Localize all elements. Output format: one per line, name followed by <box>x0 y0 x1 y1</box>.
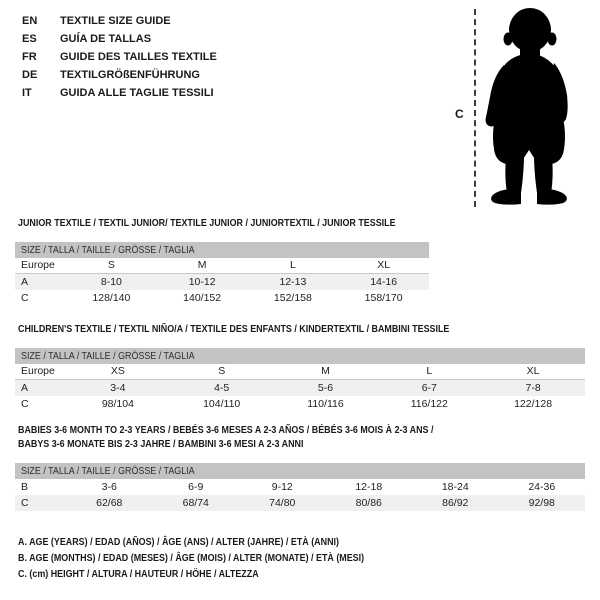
table-title <box>18 423 585 451</box>
row-label-cell: Europe <box>21 259 55 271</box>
table-row <box>15 258 429 274</box>
language-code: IT <box>22 87 32 99</box>
size-header-bar <box>15 463 585 479</box>
table-title-line: CHILDREN'S TEXTILE / TEXTIL NIÑO/A / TEXTILE DES ENFANTS / KINDERTEXTIL / BAMBINI TESSILE <box>18 323 450 335</box>
value-cell: L <box>426 365 433 377</box>
toddler-silhouette-icon <box>480 7 578 207</box>
value-cell: M <box>321 365 330 377</box>
value-cell: 98/104 <box>101 398 134 410</box>
language-row-it <box>22 84 217 102</box>
value-cell: 9-12 <box>271 481 293 493</box>
value-cell: 86/92 <box>442 497 469 509</box>
language-title: GUÍA DE TALLAS <box>60 33 152 45</box>
value-cell: XL <box>377 259 391 271</box>
table-row <box>15 274 429 290</box>
value-cell: 7-8 <box>525 382 541 394</box>
row-label-cell: Europe <box>21 365 55 377</box>
table-row <box>15 364 585 380</box>
table-title <box>18 322 585 336</box>
table-row <box>15 479 585 495</box>
value-cell: 128/140 <box>92 292 131 304</box>
row-label-cell: B <box>21 481 29 493</box>
value-cell: L <box>289 259 296 271</box>
language-list <box>22 12 217 102</box>
value-cell: 104/110 <box>203 398 241 410</box>
table-row <box>15 380 585 396</box>
value-cell: 3-6 <box>101 481 117 493</box>
value-cell: XS <box>110 365 125 377</box>
value-cell: 3-4 <box>110 382 126 394</box>
value-cell: 14-16 <box>370 276 398 288</box>
language-title: GUIDE DES TAILLES TEXTILE <box>60 51 217 63</box>
table-title-line: JUNIOR TEXTILE / TEXTIL JUNIOR/ TEXTILE JUNIOR / JUNIORTEXTIL / JUNIOR TESSILE <box>18 217 396 229</box>
measurement-legend <box>18 534 425 582</box>
value-cell: S <box>218 365 226 377</box>
table-row <box>15 495 585 511</box>
language-code: ES <box>22 33 37 45</box>
value-cell: 18-24 <box>441 481 469 493</box>
legend-line-a: A. AGE (YEARS) / EDAD (AÑOS) / ÂGE (ANS) / ALTER (JAHRE) / ETÀ (ANNI) <box>18 536 339 548</box>
size-header-bar <box>15 242 429 258</box>
babies-textile-table <box>15 423 585 511</box>
toddler-silhouette-shape <box>486 8 568 205</box>
value-cell: 12-18 <box>355 481 383 493</box>
language-title: TEXTILE SIZE GUIDE <box>60 15 171 27</box>
value-cell: 80/86 <box>355 497 382 509</box>
value-cell: 74/80 <box>269 497 296 509</box>
childrens-textile-table <box>15 322 585 412</box>
value-cell: M <box>197 259 207 271</box>
value-cell: 5-6 <box>317 382 334 394</box>
value-cell: 116/122 <box>410 398 448 410</box>
value-cell: 158/170 <box>364 292 403 304</box>
value-cell: 10-12 <box>188 276 216 288</box>
height-measure-label: C <box>455 107 464 121</box>
size-header-bar <box>15 348 585 364</box>
value-cell: 92/98 <box>528 497 555 509</box>
table-title <box>18 216 429 230</box>
value-cell: 24-36 <box>528 481 556 493</box>
value-cell: 12-13 <box>279 276 307 288</box>
value-cell: XL <box>526 365 540 377</box>
row-label-cell: A <box>21 382 29 394</box>
language-row-en <box>22 12 217 30</box>
value-cell: 8-10 <box>100 276 122 288</box>
table-title-line: BABYS 3-6 MONATE BIS 2-3 JAHRE / BAMBINI 3-6 MESI A 2-3 ANNI <box>18 438 304 450</box>
language-title: TEXTILGRÖßENFÜHRUNG <box>60 69 200 81</box>
table-row <box>15 396 585 412</box>
language-row-fr <box>22 48 217 66</box>
value-cell: 68/74 <box>182 497 209 509</box>
language-row-es <box>22 30 217 48</box>
value-cell: S <box>107 259 115 271</box>
size-header-label: SIZE / TALLA / TAILLE / GRÖSSE / TAGLIA <box>21 465 195 477</box>
value-cell: 62/68 <box>96 497 123 509</box>
row-label-cell: A <box>21 276 29 288</box>
legend-line-c: C. (cm) HEIGHT / ALTURA / HAUTEUR / HÖHE / ALTEZZA <box>18 568 259 580</box>
value-cell: 6-7 <box>421 382 437 394</box>
language-title: GUIDA ALLE TAGLIE TESSILI <box>60 87 214 99</box>
size-header-label: SIZE / TALLA / TAILLE / GRÖSSE / TAGLIA <box>21 244 195 256</box>
value-cell: 122/128 <box>514 398 553 410</box>
junior-textile-table <box>15 216 429 306</box>
size-header-label: SIZE / TALLA / TAILLE / GRÖSSE / TAGLIA <box>21 350 195 362</box>
legend-line-b: B. AGE (MONTHS) / EDAD (MESES) / ÂGE (MOIS) / ALTER (MONATE) / ETÀ (MESI) <box>18 552 365 564</box>
row-label-cell: C <box>21 497 29 509</box>
table-row <box>15 290 429 306</box>
value-cell: 140/152 <box>183 292 222 304</box>
table-title-line: BABIES 3-6 MONTH TO 2-3 YEARS / BEBÉS 3-6 MESES A 2-3 AÑOS / BÉBÉS 3-6 MOIS À 2-3 ANS / <box>18 424 434 436</box>
language-code: DE <box>22 69 38 81</box>
language-code: FR <box>22 51 37 63</box>
value-cell: 6-9 <box>188 481 204 493</box>
language-code: EN <box>22 15 38 27</box>
value-cell: 110/116 <box>307 398 344 410</box>
row-label-cell: C <box>21 398 29 410</box>
language-row-de <box>22 66 217 84</box>
value-cell: 152/158 <box>273 292 312 304</box>
value-cell: 4-5 <box>214 382 230 394</box>
height-measure-line <box>474 9 476 207</box>
row-label-cell: C <box>21 292 29 304</box>
